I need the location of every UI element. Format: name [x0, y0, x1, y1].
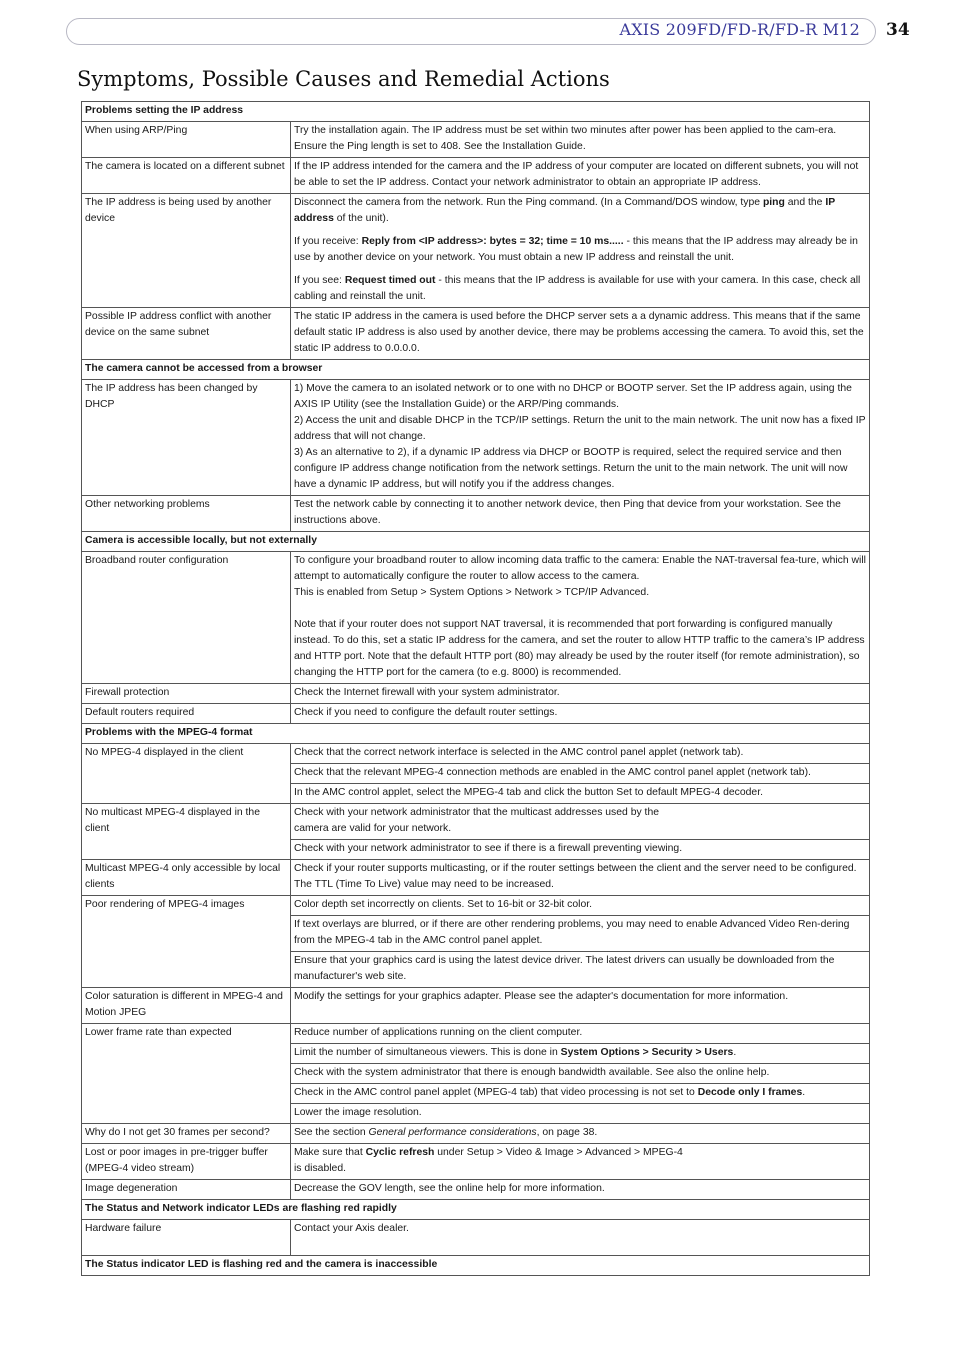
solution-cell	[291, 988, 870, 1024]
table-row	[82, 684, 870, 704]
solution-line	[294, 1145, 866, 1161]
solution-cell: The static IP address in the camera is used before the DHCP server sets a a dynamic address. This means that if the same default static IP address is also used by another device, there may be problems accessing the camera. To avoid this, set the static IP address to 0.0.0.0.	[291, 308, 870, 360]
solution-cell: If text overlays are blurred, or if there are other rendering problems, you may need to enable Advanced Video Ren-dering from the MPEG-4 tab in the AMC control panel applet.	[291, 916, 870, 952]
solution-cell: Check with your network administrator to see if there is a firewall preventing viewing.	[291, 840, 870, 860]
solution-line: Modify the settings for your graphics adapter. Please see the adapter's documentation for more information.	[294, 991, 789, 1002]
timeout-text: Request timed out	[344, 275, 436, 286]
table-row	[82, 194, 870, 308]
solution-line: 1) Move the camera to an isolated network or to one with no DHCP or BOOTP server. Set the IP address again, using the AXIS IP Utility (see the Installation Guide) or the ARP/Ping commands.	[294, 383, 852, 410]
solution-paragraph	[294, 234, 866, 266]
section-heading: The Status indicator LED is flashing red and the camera is inaccessible	[82, 1256, 870, 1276]
cause-cell: No MPEG-4 displayed in the client	[82, 744, 291, 804]
blank-line	[294, 601, 866, 617]
text-span: under Setup > Video & Image > Advanced > MPEG-4	[434, 1147, 683, 1158]
table-row	[82, 1144, 870, 1180]
text-span: Make sure that	[294, 1147, 366, 1158]
solution-line: camera are valid for your network.	[294, 823, 452, 834]
table-row	[82, 496, 870, 532]
solution-line: 3) As an alternative to 2), if a dynamic IP address via DHCP or BOOTP is required, select the required service and then configure IP address change notification from the network settings. Return the unit to the main network. The unit will now have a dynamic IP address, but will notify you if the address changes.	[294, 447, 848, 490]
solution-cell	[291, 1220, 870, 1256]
table-row	[82, 1180, 870, 1200]
table-row	[82, 988, 870, 1024]
solution-paragraph	[294, 273, 866, 305]
text-span: Disconnect the camera from the network. Run the Ping command. (In a Command/DOS window, type	[294, 197, 763, 208]
command-text: ping	[762, 197, 785, 208]
section-row	[82, 532, 870, 552]
section-heading: The camera cannot be accessed from a browser	[82, 360, 870, 380]
text-span: If you see:	[294, 275, 345, 286]
cause-cell: Lost or poor images in pre-trigger buffer (MPEG-4 video stream)	[82, 1144, 291, 1180]
solution-line: 2) Access the unit and disable DHCP in the TCP/IP settings. Return the unit to the main network. The unit now has a fixed IP address that will not change.	[294, 415, 866, 442]
section-row	[82, 360, 870, 380]
solution-cell	[291, 1144, 870, 1180]
text-span: See the section	[294, 1127, 369, 1138]
solution-paragraph	[294, 195, 866, 227]
blank-line	[294, 1005, 866, 1021]
table-row	[82, 552, 870, 684]
text-span: , on page 38.	[536, 1127, 598, 1138]
solution-cell: Color depth set incorrectly on clients. Set to 16-bit or 32-bit color.	[291, 896, 870, 916]
cause-cell: Image degeneration	[82, 1180, 291, 1200]
troubleshooting-table	[81, 101, 870, 1276]
menu-path-text: System Options > Security > Users	[560, 1047, 734, 1058]
solution-cell: Reduce number of applications running on the client computer.	[291, 1024, 870, 1044]
table-row	[82, 860, 870, 896]
solution-line: To configure your broadband router to allow incoming data traffic to the camera: Enable the NAT-traversal fea-ture, which will attempt to automatically configure the router to allow access to the camera.	[294, 555, 866, 582]
solution-cell	[291, 1044, 870, 1064]
section-heading: The Status and Network indicator LEDs are flashing red rapidly	[82, 1200, 870, 1220]
solution-cell: Try the installation again. The IP address must be set within two minutes after power has been applied to the cam-era. Ensure the Ping length is set to 408. See the Installation Guide.	[291, 122, 870, 158]
table-row	[82, 804, 870, 840]
solution-cell	[291, 1084, 870, 1104]
table-row	[82, 1124, 870, 1144]
text-span: Limit the number of simultaneous viewers. This is done in	[294, 1047, 561, 1058]
cause-cell: The IP address has been changed by DHCP	[82, 380, 291, 496]
text-span: .	[802, 1087, 806, 1098]
table-row	[82, 744, 870, 764]
section-heading: Problems setting the IP address	[82, 102, 870, 122]
table-row	[82, 158, 870, 194]
table-row	[82, 704, 870, 724]
solution-cell: Check with the system administrator that there is enough bandwidth available. See also the online help.	[291, 1064, 870, 1084]
table-row	[82, 380, 870, 496]
section-row	[82, 724, 870, 744]
solution-cell: In the AMC control applet, select the MPEG-4 tab and click the button Set to default MPEG-4 decoder.	[291, 784, 870, 804]
solution-cell	[291, 1124, 870, 1144]
solution-line: Note that if your router does not support NAT traversal, it is recommended that port forwarding is configured manually instead. To do this, set a static IP address for the camera, and set the router to allow HTTP traffic to the camera’s IP address and HTTP port. Note that the default HTTP port (80) may already be used by the router itself (for remote administration), so changing the HTTP port for the camera (to e.g. 8000) is recommended.	[294, 619, 865, 678]
header-product-title: AXIS 209FD/FD-R/FD-R M12	[619, 20, 860, 39]
solution-cell: Lower the image resolution.	[291, 1104, 870, 1124]
solution-cell: Check that the correct network interface is selected in the AMC control panel applet (network tab).	[291, 744, 870, 764]
table-row	[82, 122, 870, 158]
cause-cell: Multicast MPEG-4 only accessible by local clients	[82, 860, 291, 896]
reply-text: Reply from <IP address>: bytes = 32; time = 10 ms.....	[361, 236, 624, 247]
table-row	[82, 1220, 870, 1256]
text-span: If you receive:	[294, 236, 362, 247]
cause-cell: Firewall protection	[82, 684, 291, 704]
section-row	[82, 102, 870, 122]
solution-line: Contact your Axis dealer.	[294, 1223, 409, 1234]
solution-cell	[291, 194, 870, 308]
text-span: and the	[784, 197, 826, 208]
section-row	[82, 1256, 870, 1276]
cause-cell: Lower frame rate than expected	[82, 1024, 291, 1124]
solution-cell: Check if you need to configure the default router settings.	[291, 704, 870, 724]
solution-cell: Check the Internet firewall with your system administrator.	[291, 684, 870, 704]
table-row	[82, 1024, 870, 1044]
section-row	[82, 1200, 870, 1220]
section-heading: Problems with the MPEG-4 format	[82, 724, 870, 744]
solution-cell	[291, 552, 870, 684]
text-span: .	[733, 1047, 737, 1058]
page-number: 34	[886, 20, 910, 40]
cause-cell: The IP address is being used by another device	[82, 194, 291, 308]
solution-cell: Ensure that your graphics card is using the latest device driver. The latest drivers can usually be downloaded from the manufacturer's web site.	[291, 952, 870, 988]
setting-text: Cyclic refresh	[365, 1147, 435, 1158]
section-heading: Camera is accessible locally, but not externally	[82, 532, 870, 552]
blank-line	[294, 1237, 866, 1253]
setting-text: Decode only I frames	[697, 1087, 803, 1098]
solution-line: Check with your network administrator that the multicast addresses used by the	[294, 807, 659, 818]
solution-cell: Decrease the GOV length, see the online help for more information.	[291, 1180, 870, 1200]
page-title: Symptoms, Possible Causes and Remedial Actions	[77, 67, 610, 91]
cause-cell: Possible IP address conflict with another device on the same subnet	[82, 308, 291, 360]
solution-cell: Check if your router supports multicasting, or if the router settings between the client and the server need to be configured. The TTL (Time To Live) value may need to be increased.	[291, 860, 870, 896]
cause-cell: Broadband router configuration	[82, 552, 291, 684]
text-span: of the unit).	[333, 213, 389, 224]
solution-line: This is enabled from Setup > System Options > Network > TCP/IP Advanced.	[294, 587, 650, 598]
table-row	[82, 896, 870, 916]
cause-cell: Hardware failure	[82, 1220, 291, 1256]
solution-line: is disabled.	[294, 1163, 346, 1174]
cause-cell: The camera is located on a different subnet	[82, 158, 291, 194]
solution-cell	[291, 804, 870, 840]
cause-cell: Default routers required	[82, 704, 291, 724]
cause-cell: Other networking problems	[82, 496, 291, 532]
solution-cell	[291, 380, 870, 496]
solution-cell: Check that the relevant MPEG-4 connection methods are enabled in the AMC control panel applet (network tab).	[291, 764, 870, 784]
cause-cell: No multicast MPEG-4 displayed in the client	[82, 804, 291, 860]
table-row	[82, 308, 870, 360]
cause-cell: Poor rendering of MPEG-4 images	[82, 896, 291, 988]
section-reference: General performance considerations	[368, 1127, 537, 1138]
cause-cell: Color saturation is different in MPEG-4 and Motion JPEG	[82, 988, 291, 1024]
text-span: - this means that the IP address is available for use with your camera. In this case, check all cabling and reinstall the unit.	[294, 275, 861, 302]
solution-cell: Test the network cable by connecting it to another network device, then Ping that device from your workstation. See the instructions above.	[291, 496, 870, 532]
emphasis-text: IP address	[294, 197, 835, 224]
solution-cell: If the IP address intended for the camera and the IP address of your computer are located on different subnets, you will not be able to set the IP address. Contact your network administrator to obtain an appropriate IP address.	[291, 158, 870, 194]
text-span: Check in the AMC control panel applet (MPEG-4 tab) that video processing is not set to	[294, 1087, 698, 1098]
cause-cell: When using ARP/Ping	[82, 122, 291, 158]
cause-cell: Why do I not get 30 frames per second?	[82, 1124, 291, 1144]
text-span: - this means that the IP address may already be in use by another device on your network. You must obtain a new IP address and reinstall the unit.	[294, 236, 858, 263]
